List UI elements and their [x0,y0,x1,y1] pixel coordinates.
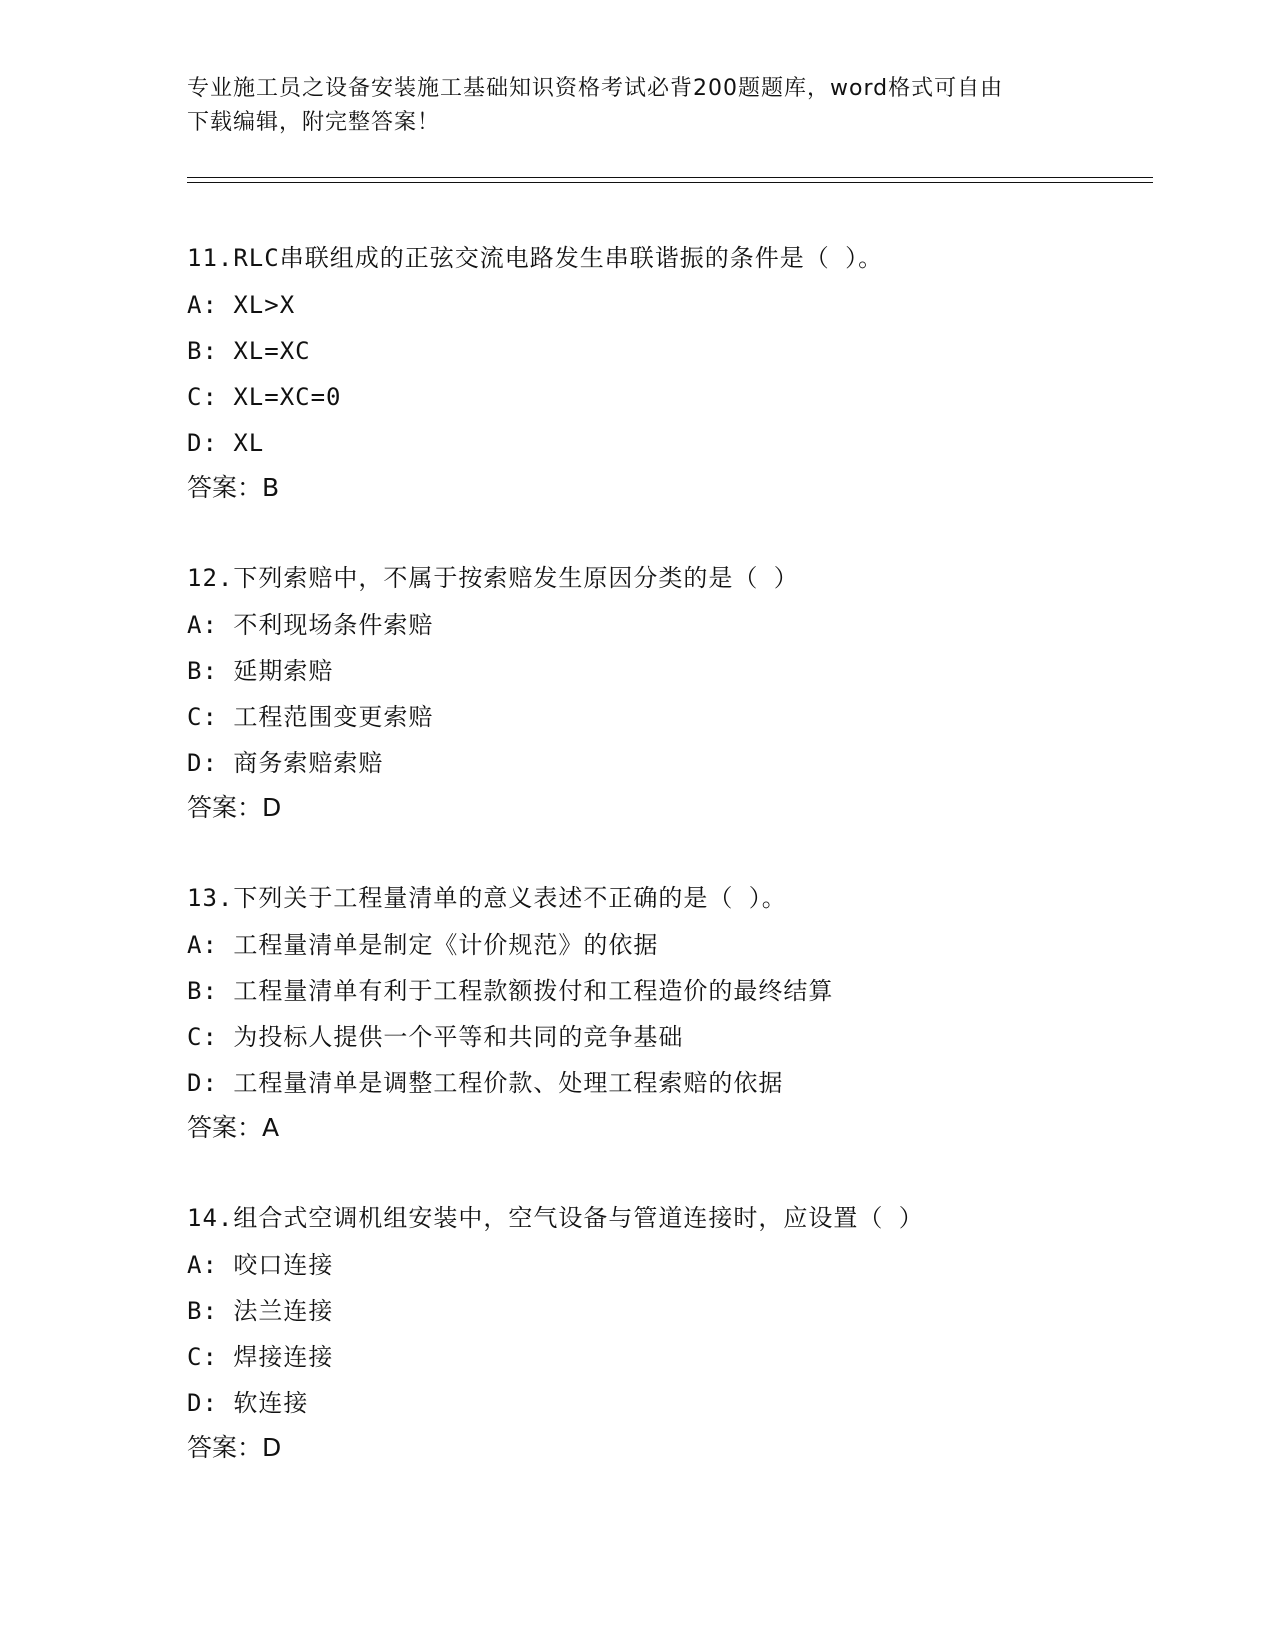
answer-line: 答案：A [187,1113,280,1142]
question-stem: 12.下列索赔中，不属于按索赔发生原因分类的是（ ） [187,564,799,592]
question-14 [187,1194,1147,1470]
question-11 [187,234,1147,510]
header-line-1: 专业施工员之设备安装施工基础知识资格考试必背200题题库，word格式可自由 [187,76,1004,101]
option-b: B: 法兰连接 [187,1297,334,1325]
option-b: B: 延期索赔 [187,657,334,685]
option-a: A: 不利现场条件索赔 [187,611,434,639]
answer-line: 答案：D [187,1433,282,1462]
option-b: B: 工程量清单有利于工程款额拨付和工程造价的最终结算 [187,977,834,1005]
option-a: A: 工程量清单是制定《计价规范》的依据 [187,931,659,959]
option-c: C: 焊接连接 [187,1343,334,1371]
option-d: D: 工程量清单是调整工程价款、处理工程索赔的依据 [187,1069,784,1097]
question-stem: 13.下列关于工程量清单的意义表述不正确的是（ ）。 [187,884,787,912]
option-a: A: 咬口连接 [187,1251,334,1279]
option-c: C: 为投标人提供一个平等和共同的竞争基础 [187,1023,684,1051]
header-divider-bottom [187,182,1153,183]
option-d: D: XL [187,429,265,457]
answer-line: 答案：D [187,793,282,822]
question-13 [187,874,1147,1150]
document-header [187,72,1067,140]
option-d: D: 商务索赔索赔 [187,749,384,777]
option-d: D: 软连接 [187,1389,309,1417]
header-line-2: 下载编辑，附完整答案！ [187,110,441,135]
option-c: C: XL=XC=0 [187,383,342,411]
question-stem: 11.RLC串联组成的正弦交流电路发生串联谐振的条件是（ ）。 [187,244,884,272]
answer-line: 答案：B [187,473,280,502]
question-stem: 14.组合式空调机组安装中，空气设备与管道连接时，应设置（ ） [187,1204,924,1232]
option-c: C: 工程范围变更索赔 [187,703,434,731]
header-divider-top [187,177,1153,178]
option-a: A: XL>X [187,291,296,319]
question-list [187,234,1147,1514]
question-12 [187,554,1147,830]
option-b: B: XL=XC [187,337,311,365]
